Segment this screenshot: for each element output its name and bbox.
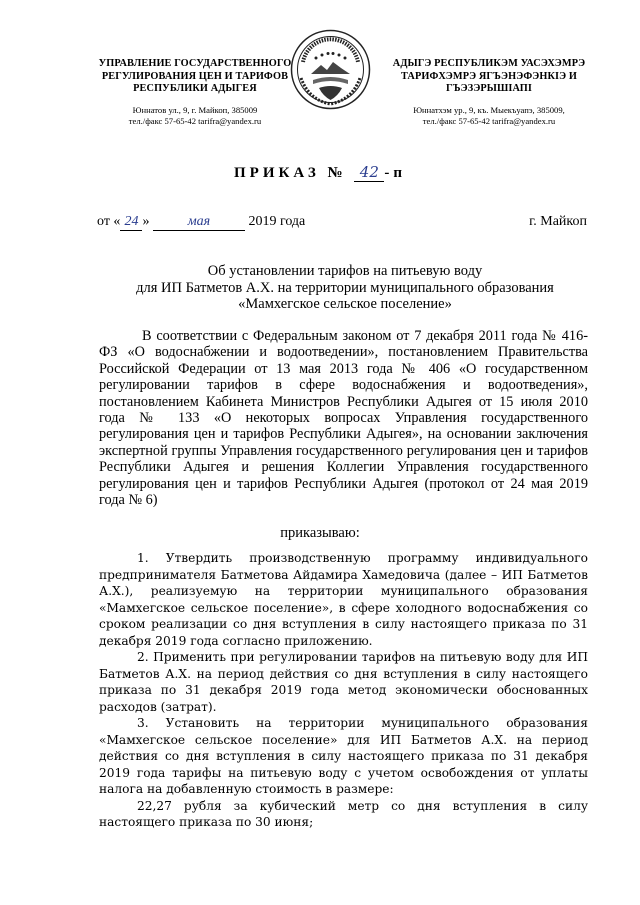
header-right: [383, 58, 595, 128]
header-left-contact: тел./факс 57-65-42 tarifra@yandex.ru: [128, 116, 262, 126]
decree-word: приказываю:: [280, 525, 360, 541]
order-prefix: ПРИКАЗ №: [234, 165, 347, 181]
header-right-address-block: [383, 105, 595, 128]
order-item: 1. Утвердить производственную программу индивидуального предпринимателя Батметова Айдамира Хамедовича (далее – ИП Батметов А.Х.), реализуемую на территории муниципального образования «Мамхегское сельское поселение», в сфере холодного водоснабжения со сроком реализации со дня вступления в силу настоящего приказа по 31 декабря 2019 года согласно приложению.: [99, 551, 588, 648]
order-item: 22,27 рубля за кубический метр со дня вступления в силу настоящего приказа по 30 июня;: [99, 798, 588, 829]
subject-line: для ИП Батметов А.Х. на территории муниципального образования: [136, 279, 554, 296]
date-line: [97, 214, 587, 231]
subject-line: Об установлении тарифов на питьевую воду: [207, 263, 483, 279]
order-item: 2. Применить при регулировании тарифов на питьевую воду для ИП Батметов А.Х. на период действия со дня вступления в силу настоящего приказа по 31 декабря 2019 года метод экономически обоснованных расходов (затрат).: [99, 650, 588, 714]
date-day: 24: [120, 214, 142, 231]
order-title: [0, 163, 640, 182]
order-items: [99, 550, 588, 831]
date-year: 2019 года: [248, 214, 306, 229]
preamble: [99, 328, 588, 508]
date-month: мая: [153, 214, 245, 231]
date-mid: »: [142, 214, 153, 229]
order-number: 42: [354, 163, 384, 182]
header-left: [95, 58, 295, 128]
date-prefix: от «: [97, 214, 121, 229]
header-right-title-line: ТАРИФХЭМРЭ ЯГЪЭНЭФЭНКІЭ И: [400, 70, 578, 82]
header-right-title: [383, 58, 595, 96]
coat-of-arms-icon: [289, 28, 372, 111]
header-left-address-block: [95, 105, 295, 128]
header-left-title: [95, 58, 295, 96]
header-left-title-line: УПРАВЛЕНИЕ ГОСУДАРСТВЕННОГО: [98, 58, 292, 69]
header-left-title-line: РЕГУЛИРОВАНИЯ ЦЕН И ТАРИФОВ: [101, 70, 289, 82]
header-left-title-line: РЕСПУБЛИКИ АДЫГЕЯ: [133, 83, 257, 94]
header-left-address: Юннатов ул., 9, г. Майкоп, 385009: [132, 104, 258, 115]
header-right-contact: тел./факс 57-65-42 tarifra@yandex.ru: [422, 116, 556, 126]
header-right-address: Юннатхэм ур., 9, къ. Мыекъуапэ, 385009,: [413, 104, 565, 115]
subject: [100, 263, 590, 313]
order-item: 3. Установить на территории муниципального образования «Мамхегское сельское поселение» для ИП Батметов А.Х. на период действия со дня вступления в силу настоящего приказа по 31 декабря 2019 года тарифы на питьевую воду с учетом освобождения от уплаты налога на добавленную стоимость в размере:: [99, 716, 588, 796]
order-suffix: -п: [384, 165, 406, 181]
preamble-paragraph: В соответствии с Федеральным законом от 7 декабря 2011 года № 416-ФЗ «О водоснабжении и водоотведении», постановлением Правительства Российской Федерации от 13 мая 2013 года № 406 «О государственном регулировании тарифов в сфере водоснабжения и водоотведения», постановлением Кабинета Министров Республики Адыгея от 15 июля 2010 года № 133 «О некоторых вопросах Управления государственного регулирования цен и тарифов Республики Адыгея», на основании заключения экспертной группы Управления государственного регулирования цен и тарифов Республики Адыгея и решения Коллегии Управления государственного регулирования цен и тарифов Республики Адыгея (протокол от 24 мая 2019 года № 6): [99, 328, 588, 509]
date-city: г. Майкоп: [529, 214, 587, 229]
header-right-title-line: АДЫГЭ РЕСПУБЛИКЭМ УАСЭХЭМРЭ: [392, 58, 586, 69]
header-right-title-line: ГЪЭЗЭРЫШІАПІ: [445, 83, 533, 94]
subject-line: «Мамхегское сельское поселение»: [238, 296, 452, 312]
